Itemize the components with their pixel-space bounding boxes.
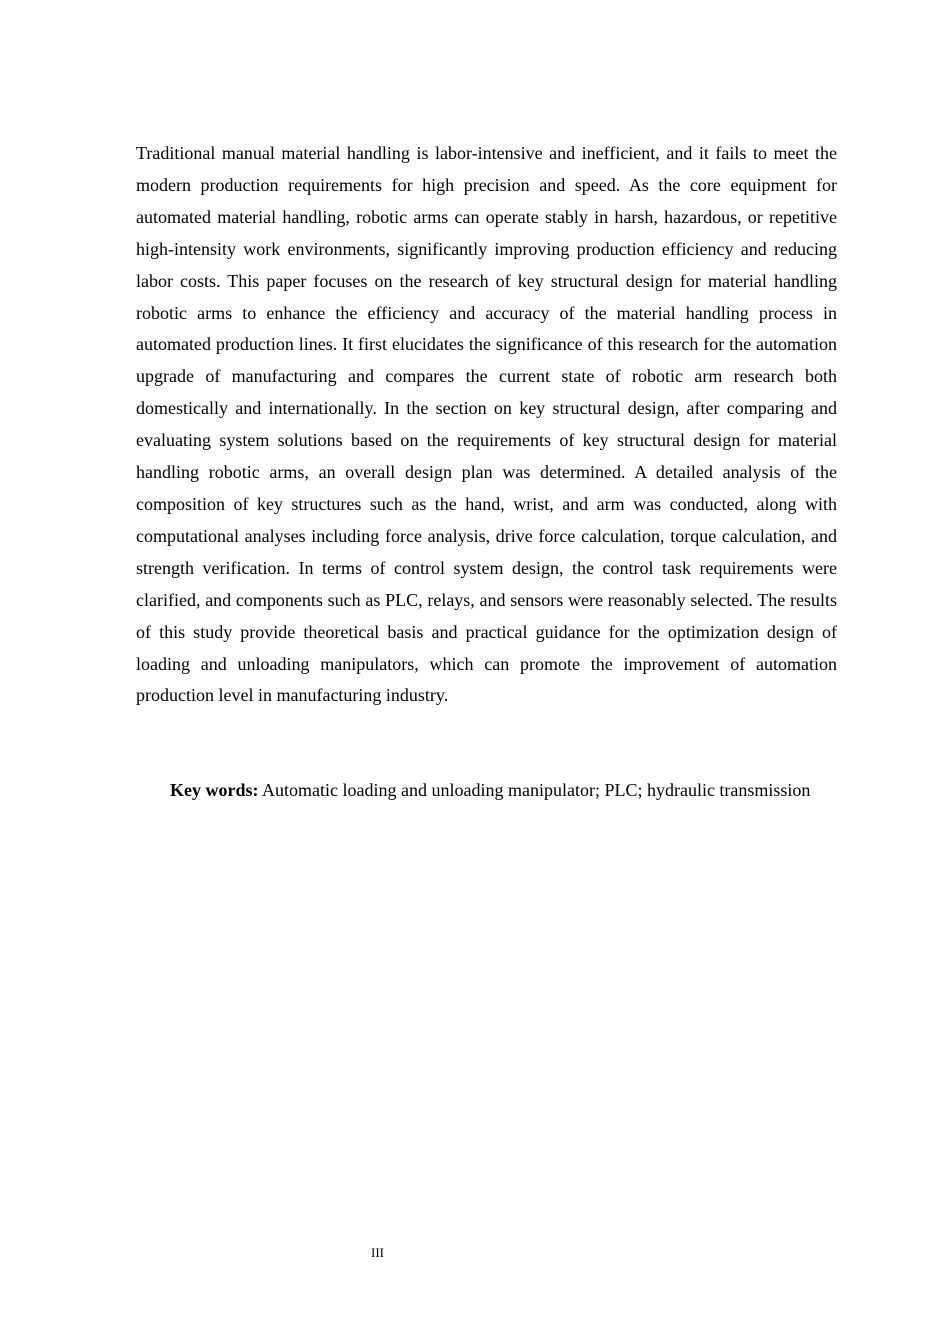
keywords-paragraph xyxy=(136,775,837,807)
keywords-text: Automatic loading and unloading manipulator; PLC; hydraulic transmission xyxy=(262,780,811,800)
keywords-label: Key words: xyxy=(170,780,259,800)
page-number: III xyxy=(371,1245,384,1260)
abstract-body-text: Traditional manual material handling is labor-intensive and inefficient, and it fails to meet the modern production requirements for high precision and speed. As the core equipment for automated material handling, robotic arms can operate stably in harsh, hazardous, or repetitive high-intensity work environments, significantly improving production efficiency and reducing labor costs. This paper focuses on the research of key structural design for material handling robotic arms to enhance the efficiency and accuracy of the material handling process in automated production lines. It first elucidates the significance of this research for the automation upgrade of manufacturing and compares the current state of robotic arm research both domestically and internationally. In the section on key structural design, after comparing and evaluating system solutions based on the requirements of key structural design for material handling robotic arms, an overall design plan was determined. A detailed analysis of the composition of key structures such as the hand, wrist, and arm was conducted, along with computational analyses including force analysis, drive force calculation, torque calculation, and strength verification. In terms of control system design, the control task requirements were clarified, and components such as PLC, relays, and sensors were reasonably selected. The results of this study provide theoretical basis and practical guidance for the optimization design of loading and unloading manipulators, which can promote the improvement of automation production level in manufacturing industry. xyxy=(136,143,837,706)
